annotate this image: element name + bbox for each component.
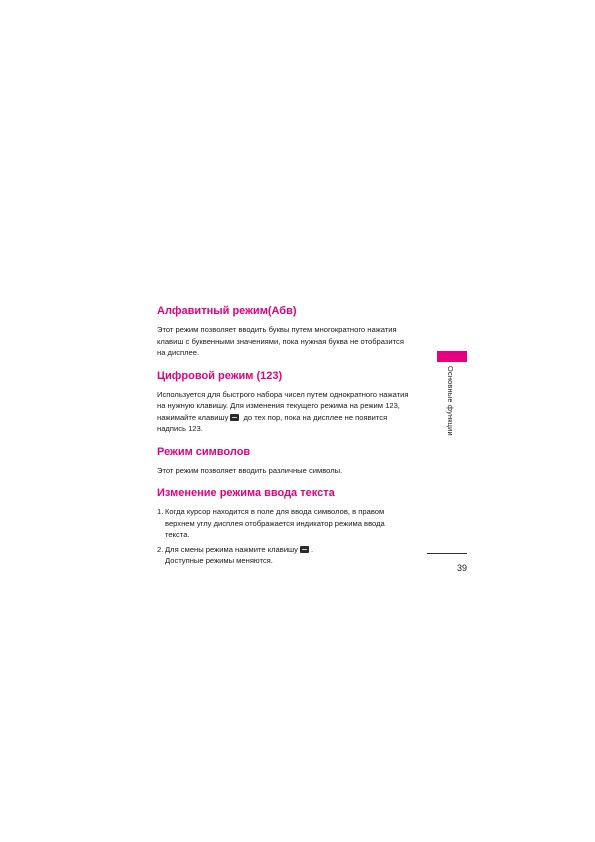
chapter-side-label: Основные функции [446,366,455,436]
mode-key-icon [230,414,239,421]
section-title-change-mode: Изменение режима ввода текста [157,487,335,499]
section-body-symbols: Этот режим позволяет вводить различные символы. [157,465,343,475]
page-content [157,304,432,570]
section-title-numeric: Цифровой режим (123) [157,369,283,382]
mode-key-icon [300,546,309,553]
list-item: 1. Когда курсор находится в поле для ввода символов, в правом верхнем углу дисплея отображается индикатор режима ввода текста. [157,507,385,539]
footer-rule [427,553,467,554]
section-title-symbols: Режим символов [157,445,251,458]
page-number: 39 [456,563,467,573]
section-body-numeric: Используется для быстрого набора чисел путем однократного нажатия на нужную клавишу. Для изменения текущего режима на режим 123, нажимайте клавишу до тех пор, пока на дисплее не появится надпись 123. [157,389,409,433]
section-title-alphabet: Алфавитный режим(Абв) [157,305,297,317]
section-body-alphabet: Этот режим позволяет вводить буквы путем многократного нажатия клавиш с буквенными значениями, пока нужная буква не отобразится на дисплее. [157,325,404,357]
chapter-tab-marker [437,351,467,362]
list-item: 2. Для смены режима нажмите клавишу . Доступные режимы меняются. [157,544,314,565]
change-mode-steps [157,506,432,567]
